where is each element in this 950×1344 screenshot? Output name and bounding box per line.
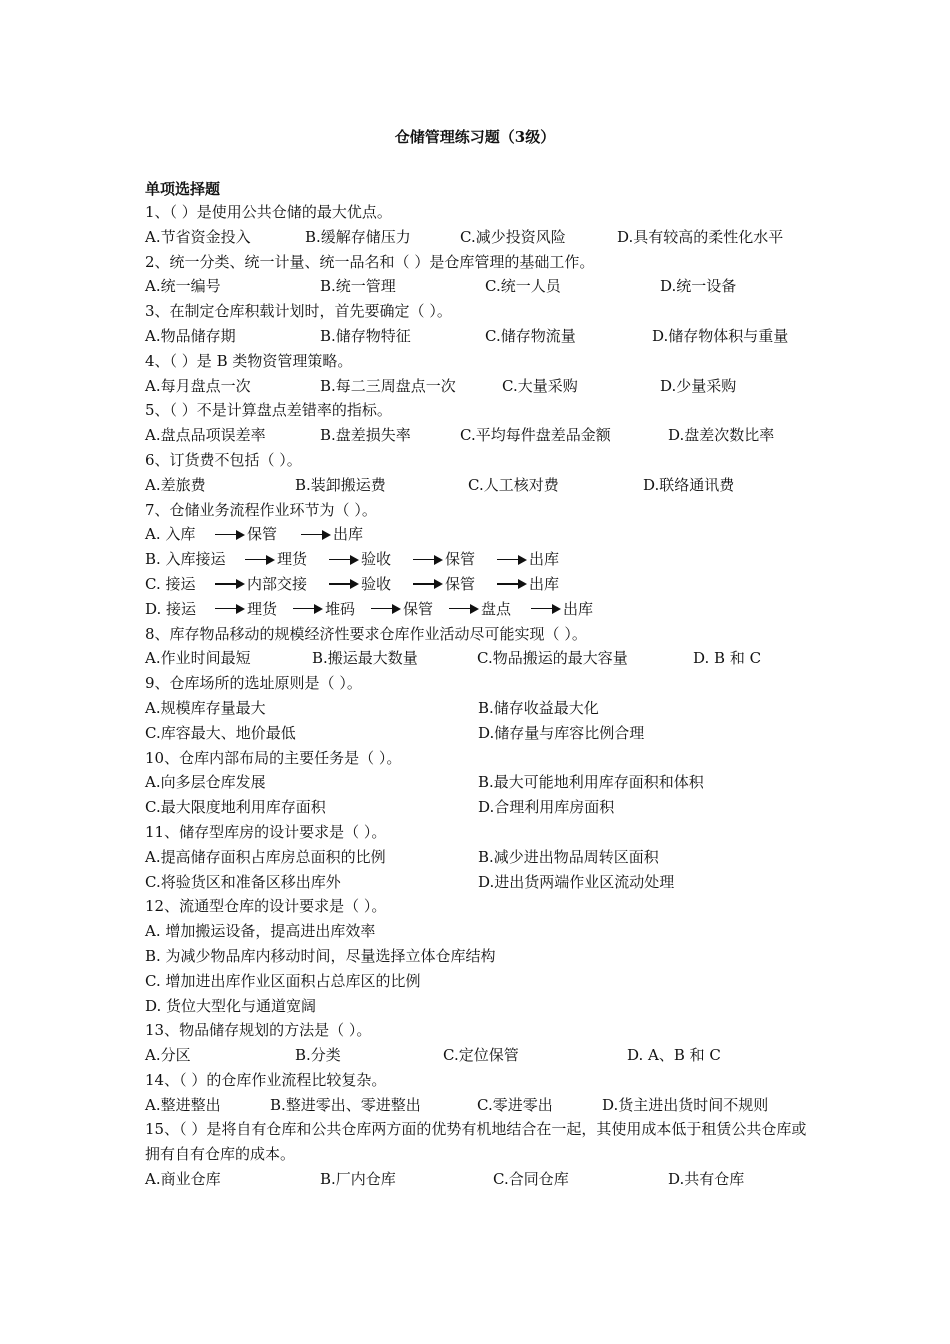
question-10-options-row-2: [145, 795, 815, 820]
arrow-right-icon: [329, 578, 359, 590]
flow-step: 保管: [247, 525, 278, 544]
option-b: B.盘差损失率: [320, 426, 411, 445]
question-14-options: [145, 1093, 815, 1118]
option-b: B.最大可能地利用库存面积和体积: [478, 773, 704, 792]
flow-step: D. 接运: [145, 599, 197, 618]
arrow-right-icon: [215, 603, 245, 615]
question-12-option-b: B. 为减少物品库内移动时间，尽量选择立体仓库结构: [145, 946, 496, 965]
question-2-options: [145, 274, 815, 299]
arrow-right-icon: [215, 529, 245, 541]
question-10-options-row-1: [145, 770, 815, 795]
question-5-options: [145, 423, 815, 448]
option-c: C.库容最大、地价最低: [145, 723, 296, 742]
question-4-stem: 4、（ ）是 B 类物资管理策略。: [145, 351, 353, 370]
question-7-option-b: [145, 547, 815, 572]
question-8-options: [145, 646, 815, 671]
option-c: C.物品搬运的最大容量: [477, 649, 628, 668]
option-a: A.规模库存量最大: [145, 698, 266, 717]
question-list: [145, 200, 815, 1192]
option-b: B.统一管理: [320, 277, 396, 296]
flow-step: 理货: [247, 599, 278, 618]
arrow-right-icon: [413, 578, 443, 590]
option-c: C.最大限度地利用库存面积: [145, 798, 326, 817]
flow-step: 验收: [361, 550, 392, 569]
question-9-options-row-1: [145, 696, 815, 721]
option-d: D.具有较高的柔性化水平: [617, 227, 784, 246]
question-6-options: [145, 473, 815, 498]
flow-step: 保管: [445, 574, 476, 593]
option-c: C.平均每件盘差品金额: [460, 426, 611, 445]
arrow-right-icon: [531, 603, 561, 615]
arrow-right-icon: [497, 578, 527, 590]
option-b: B.分类: [295, 1046, 341, 1065]
option-d: D. A、B 和 C: [627, 1046, 721, 1065]
question-10-stem: 10、仓库内部布局的主要任务是（ ）。: [145, 748, 402, 767]
flow-step: 验收: [361, 574, 392, 593]
question-13-options: [145, 1043, 815, 1068]
option-b: B.每二三周盘点一次: [320, 376, 456, 395]
option-d: D.共有仓库: [668, 1170, 745, 1189]
option-d: D.货主进出货时间不规则: [602, 1095, 769, 1114]
option-b: B.厂内仓库: [320, 1170, 396, 1189]
flow-step: 堆码: [325, 599, 356, 618]
option-c: C.合同仓库: [493, 1170, 569, 1189]
question-7-option-d: [145, 597, 815, 622]
option-c: C.大量采购: [502, 376, 578, 395]
option-b: B.装卸搬运费: [295, 475, 386, 494]
option-a: A.统一编号: [145, 277, 221, 296]
option-d: D.进出货两端作业区流动处理: [478, 872, 675, 891]
question-4-options: [145, 374, 815, 399]
question-13-stem: 13、物品储存规划的方法是（ ）。: [145, 1021, 372, 1040]
question-11-options-row-2: [145, 870, 815, 895]
option-d: D.合理利用库房面积: [478, 798, 615, 817]
flow-step: 出库: [529, 550, 560, 569]
arrow-right-icon: [371, 603, 401, 615]
question-1-options: [145, 225, 815, 250]
flow-step: C. 接运: [145, 574, 196, 593]
option-a: A.差旅费: [145, 475, 206, 494]
option-b: B.整进零出、零进整出: [270, 1095, 421, 1114]
flow-step: 保管: [403, 599, 434, 618]
option-b: B.缓解存储压力: [305, 227, 411, 246]
question-7-option-a: [145, 522, 815, 547]
arrow-right-icon: [215, 578, 245, 590]
flow-step: 保管: [445, 550, 476, 569]
option-b: B.储存收益最大化: [478, 698, 599, 717]
option-d: D. B 和 C: [693, 649, 762, 668]
option-a: A.每月盘点一次: [145, 376, 251, 395]
question-11-options-row-1: [145, 845, 815, 870]
option-d: D.联络通讯费: [643, 475, 735, 494]
question-9-options-row-2: [145, 721, 815, 746]
question-15-options: [145, 1167, 815, 1192]
option-a: A.分区: [145, 1046, 191, 1065]
question-12-option-a: A. 增加搬运设备，提高进出库效率: [145, 922, 376, 941]
option-d: D.盘差次数比率: [668, 426, 775, 445]
option-b: B.减少进出物品周转区面积: [478, 847, 659, 866]
option-a: A.商业仓库: [145, 1170, 221, 1189]
question-3-options: [145, 324, 815, 349]
flow-step: 理货: [277, 550, 308, 569]
flow-step: B. 入库接运: [145, 550, 226, 569]
option-c: C.人工核对费: [468, 475, 559, 494]
option-c: C.零进零出: [477, 1095, 553, 1114]
arrow-right-icon: [301, 529, 331, 541]
arrow-right-icon: [497, 554, 527, 566]
option-a: A.向多层仓库发展: [145, 773, 266, 792]
option-a: A.作业时间最短: [145, 649, 251, 668]
option-b: B.搬运最大数量: [312, 649, 418, 668]
arrow-right-icon: [245, 554, 275, 566]
option-a: A.节省资金投入: [145, 227, 251, 246]
option-a: A.提高储存面积占库房总面积的比例: [145, 847, 386, 866]
option-a: A.物品储存期: [145, 326, 236, 345]
flow-step: 盘点: [481, 599, 512, 618]
option-a: A.盘点品项误差率: [145, 426, 266, 445]
arrow-right-icon: [329, 554, 359, 566]
arrow-right-icon: [413, 554, 443, 566]
question-7-option-c: [145, 572, 815, 597]
question-15-stem: 15、（ ）是将自有仓库和公共仓库两方面的优势有机地结合在一起，其使用成本低于租赁公共仓库或拥有自有仓库的成本。: [145, 1120, 807, 1164]
flow-step: A. 入库: [145, 525, 196, 544]
arrow-right-icon: [449, 603, 479, 615]
question-7-stem: 7、仓储业务流程作业环节为（ ）。: [145, 500, 377, 519]
option-d: D.储存量与库容比例合理: [478, 723, 645, 742]
question-9-stem: 9、仓库场所的选址原则是（ ）。: [145, 674, 362, 693]
flow-step: 内部交接: [247, 574, 308, 593]
option-c: C.减少投资风险: [460, 227, 566, 246]
question-1-stem: 1、（ ）是使用公共仓储的最大优点。: [145, 203, 392, 221]
flow-step: 出库: [529, 574, 560, 593]
question-14-stem: 14、（ ）的仓库作业流程比较复杂。: [145, 1070, 387, 1089]
arrow-right-icon: [293, 603, 323, 615]
question-12-option-c: C. 增加进出库作业区面积占总库区的比例: [145, 971, 421, 990]
flow-step: 出库: [333, 525, 364, 544]
question-8-stem: 8、库存物品移动的规模经济性要求仓库作业活动尽可能实现（ ）。: [145, 624, 587, 643]
option-d: D.统一设备: [660, 277, 737, 296]
option-c: C.统一人员: [485, 277, 561, 296]
section-heading: 单项选择题: [145, 180, 221, 198]
document-title: 仓储管理练习题（3级）: [394, 128, 556, 146]
option-a: A.整进整出: [145, 1095, 221, 1114]
question-3-stem: 3、在制定仓库积载计划时，首先要确定（ ）。: [145, 302, 452, 321]
question-6-stem: 6、订货费不包括（ ）。: [145, 450, 302, 469]
question-2-stem: 2、统一分类、统一计量、统一品名和（ ）是仓库管理的基础工作。: [145, 252, 595, 271]
option-c: C.储存物流量: [485, 326, 576, 345]
question-11-stem: 11、储存型库房的设计要求是（ ）。: [145, 822, 387, 841]
question-5-stem: 5、（ ）不是计算盘点差错率的指标。: [145, 401, 392, 420]
question-12-stem: 12、流通型仓库的设计要求是（ ）。: [145, 897, 387, 916]
question-12-option-d: D. 货位大型化与通道宽阔: [145, 996, 317, 1015]
option-d: D.少量采购: [660, 376, 737, 395]
option-b: B.储存物特征: [320, 326, 411, 345]
option-c: C.将验货区和准备区移出库外: [145, 872, 341, 891]
option-c: C.定位保管: [443, 1046, 519, 1065]
option-d: D.储存物体积与重量: [652, 326, 789, 345]
flow-step: 出库: [563, 599, 594, 618]
